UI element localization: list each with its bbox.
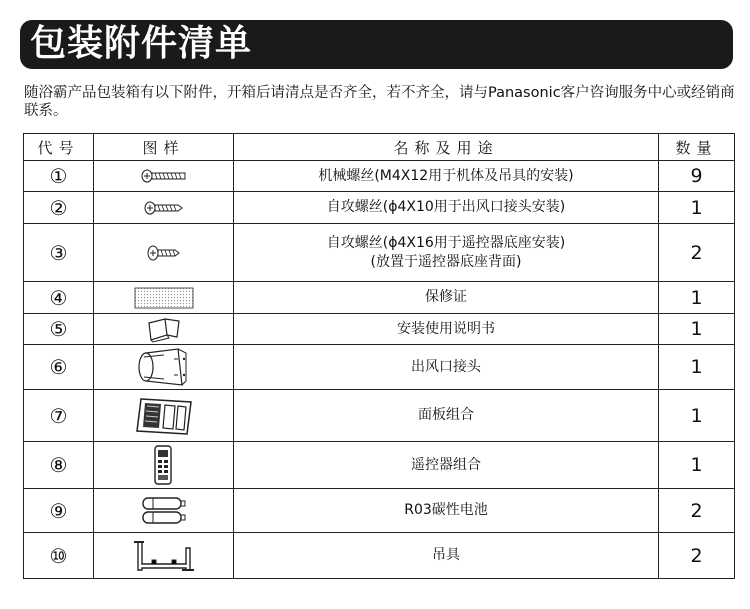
item-figure [94,161,234,192]
item-qty: 9 [659,161,735,192]
battery-icon [139,494,189,528]
table-header-row [24,134,735,161]
hanger-bracket-icon [132,538,196,574]
table-row [24,161,735,192]
header-figure: 图样 [94,134,234,161]
item-figure [94,224,234,282]
intro-paragraph: 随浴霸产品包装箱有以下附件，开箱后请清点是否齐全，若不齐全，请与Panasonic客户咨询服务中心或经销商联系。 [24,85,735,119]
screw-icon [141,169,187,183]
item-code: ① [24,161,94,192]
item-name-text: 吊具 [432,547,460,563]
item-name [234,533,659,579]
header-name-use: 名称及用途 [234,134,659,161]
item-name [234,390,659,442]
item-figure [94,442,234,489]
item-code: ⑧ [24,442,94,489]
item-name [234,314,659,345]
item-code: ② [24,192,94,224]
item-qty: 1 [659,390,735,442]
warranty-card-icon [134,287,194,309]
item-figure [94,314,234,345]
header-qty: 数量 [659,134,735,161]
item-name-text: R03碳性电池 [404,502,488,518]
item-name [234,192,659,224]
item-qty: 1 [659,345,735,390]
item-figure [94,533,234,579]
item-name [234,224,659,282]
panel-assembly-icon [133,396,195,436]
manual-book-icon [145,315,183,343]
item-name-text: 自攻螺丝(ϕ4X16用于遥控器底座安装) [326,234,566,251]
item-name [234,442,659,489]
item-code: ⑥ [24,345,94,390]
item-figure [94,192,234,224]
table-row [24,442,735,489]
item-code: ⑦ [24,390,94,442]
item-qty: 2 [659,533,735,579]
item-qty: 1 [659,192,735,224]
item-code: ④ [24,282,94,314]
remote-control-icon [151,444,177,486]
item-name-text: 遥控器组合 [411,456,481,473]
item-name-text: 自攻螺丝(ϕ4X10用于出风口接头安装) [326,199,566,215]
item-note-text: (放置于遥控器底座背面) [370,253,522,270]
page-title: 包装附件清单 [30,23,253,64]
table-row [24,192,735,224]
table-row [24,282,735,314]
screw-icon [144,201,184,215]
item-name-text: 出风口接头 [411,358,481,375]
table-row [24,533,735,579]
item-code: ⑩ [24,533,94,579]
item-name [234,489,659,533]
table-row [24,390,735,442]
item-qty: 2 [659,489,735,533]
item-code: ③ [24,224,94,282]
table-row [24,314,735,345]
item-name [234,345,659,390]
item-code: ⑨ [24,489,94,533]
item-name [234,282,659,314]
header-code: 代号 [24,134,94,161]
item-qty: 1 [659,314,735,345]
item-qty: 1 [659,282,735,314]
item-qty: 1 [659,442,735,489]
item-name [234,161,659,192]
duct-connector-icon [134,347,194,387]
item-name-text: 保修证 [425,289,467,305]
item-figure [94,345,234,390]
table-row [24,345,735,390]
item-figure [94,489,234,533]
item-name-text: 面板组合 [418,407,474,423]
table-row [24,489,735,533]
table-row [24,224,735,282]
screw-icon [147,245,181,261]
title-banner [20,20,733,69]
accessory-table [23,133,735,579]
item-figure [94,282,234,314]
item-name-text: 安装使用说明书 [397,320,495,337]
item-qty: 2 [659,224,735,282]
item-code: ⑤ [24,314,94,345]
item-name-text: 机械螺丝(M4X12用于机体及吊具的安装) [318,167,574,184]
item-figure [94,390,234,442]
